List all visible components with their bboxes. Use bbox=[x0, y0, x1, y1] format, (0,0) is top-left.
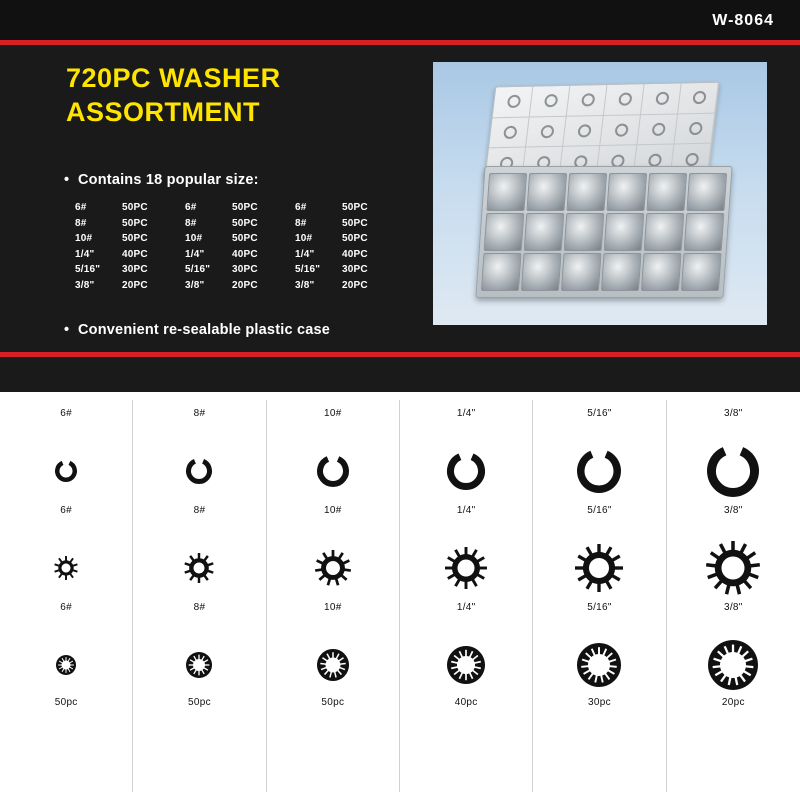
size-label: 8# bbox=[185, 217, 197, 229]
washer-cell bbox=[400, 400, 532, 497]
qty-label: 50PC bbox=[342, 233, 368, 244]
washer-cell bbox=[267, 400, 399, 497]
washer-cell bbox=[533, 400, 665, 497]
qty-label: 30PC bbox=[342, 264, 368, 275]
washer-size-label: 5/16" bbox=[587, 505, 612, 516]
size-label: 8# bbox=[75, 217, 87, 229]
size-label: 3/8" bbox=[295, 279, 315, 291]
washer-column-8 bbox=[133, 400, 266, 792]
size-column-1-qtys bbox=[122, 200, 174, 293]
washer-quantity-label: 50pc bbox=[54, 697, 78, 708]
washer-size-label: 5/16" bbox=[587, 602, 612, 613]
washer-size-label: 8# bbox=[193, 408, 206, 419]
washer-size-label: 3/8" bbox=[723, 602, 743, 613]
qty-label: 50PC bbox=[122, 233, 148, 244]
qty-label: 20PC bbox=[232, 279, 258, 291]
size-label: 8# bbox=[295, 217, 307, 229]
washer-cell bbox=[267, 594, 399, 691]
washer-column-6 bbox=[0, 400, 133, 792]
bullet-sizes-label: Contains 18 popular size: bbox=[78, 172, 259, 188]
washer-column-516 bbox=[533, 400, 666, 792]
size-column-1-sizes bbox=[75, 200, 122, 293]
qty-label: 50PC bbox=[342, 217, 368, 229]
washer-size-label: 10# bbox=[324, 505, 342, 516]
washer-size-label: 6# bbox=[60, 505, 73, 516]
qty-label: 50PC bbox=[122, 202, 148, 213]
washer-cell bbox=[133, 497, 265, 594]
washer-quantity-label: 50pc bbox=[321, 697, 345, 708]
washer-quantity-label: 30pc bbox=[588, 697, 611, 708]
washer-chart bbox=[0, 392, 800, 800]
size-column-3-qtys bbox=[342, 200, 394, 293]
washer-cell bbox=[0, 594, 132, 691]
qty-label: 50PC bbox=[122, 217, 148, 229]
sku-bar bbox=[0, 0, 800, 40]
washer-cell bbox=[133, 594, 265, 691]
size-column-2-qtys bbox=[232, 200, 284, 293]
washer-cell bbox=[267, 497, 399, 594]
washer-cell bbox=[667, 497, 800, 594]
washer-size-label: 5/16" bbox=[587, 408, 612, 419]
size-label: 5/16" bbox=[295, 264, 321, 275]
size-table bbox=[75, 200, 405, 293]
size-column-2 bbox=[185, 200, 295, 293]
washer-size-label: 10# bbox=[324, 602, 342, 613]
divider-red-top bbox=[0, 40, 800, 45]
washer-quantity-label: 40pc bbox=[454, 697, 478, 708]
washer-cell bbox=[400, 594, 532, 691]
size-label: 6# bbox=[185, 202, 197, 213]
internal-tooth-lock-washer-icon bbox=[163, 629, 235, 701]
product-header-panel bbox=[0, 0, 800, 392]
washer-cell bbox=[667, 594, 800, 691]
size-label: 10# bbox=[75, 233, 93, 244]
washer-column-14 bbox=[400, 400, 533, 792]
washer-size-label: 3/8" bbox=[723, 408, 743, 419]
size-label: 6# bbox=[75, 202, 87, 213]
washer-size-label: 6# bbox=[60, 602, 73, 613]
washer-size-label: 8# bbox=[193, 505, 206, 516]
base-compartments bbox=[481, 173, 727, 291]
washer-quantity-label: 20pc bbox=[721, 697, 745, 708]
lid-compartments bbox=[485, 83, 719, 180]
internal-tooth-lock-washer-icon bbox=[430, 629, 502, 701]
size-column-1 bbox=[75, 200, 185, 293]
qty-label: 50PC bbox=[232, 233, 258, 244]
bullet-plastic-case bbox=[64, 322, 330, 338]
qty-label: 40PC bbox=[232, 248, 258, 260]
washer-size-label: 10# bbox=[324, 408, 342, 419]
page-title: 720PC WASHER ASSORTMENT bbox=[66, 63, 281, 127]
size-column-2-sizes bbox=[185, 200, 232, 293]
bottom-black-strip bbox=[0, 357, 800, 392]
bullet-case-label: Convenient re-sealable plastic case bbox=[78, 322, 330, 338]
washer-chart-grid bbox=[0, 400, 800, 792]
washer-size-label: 1/4" bbox=[456, 408, 476, 419]
size-label: 6# bbox=[295, 202, 307, 213]
washer-cell bbox=[667, 400, 800, 497]
size-label: 10# bbox=[185, 233, 203, 244]
size-label: 5/16" bbox=[185, 264, 211, 275]
washer-column-10 bbox=[267, 400, 400, 792]
qty-label: 40PC bbox=[342, 248, 368, 260]
product-photo bbox=[433, 62, 767, 325]
qty-label: 30PC bbox=[232, 264, 258, 275]
washer-quantity-label: 50pc bbox=[188, 697, 211, 708]
qty-label: 30PC bbox=[122, 264, 148, 275]
internal-tooth-lock-washer-icon bbox=[297, 629, 369, 701]
qty-label: 40PC bbox=[122, 248, 148, 260]
washer-cell bbox=[0, 400, 132, 497]
washer-size-label: 8# bbox=[193, 602, 206, 613]
qty-label: 50PC bbox=[232, 217, 258, 229]
bullet-contains-sizes bbox=[64, 172, 259, 188]
qty-label: 50PC bbox=[232, 202, 258, 213]
size-label: 5/16" bbox=[75, 264, 101, 275]
washer-size-label: 1/4" bbox=[456, 505, 476, 516]
size-column-3-sizes bbox=[295, 200, 342, 293]
internal-tooth-lock-washer-icon bbox=[697, 629, 769, 701]
case-base bbox=[475, 166, 732, 298]
washer-cell bbox=[533, 594, 665, 691]
washer-size-label: 1/4" bbox=[456, 602, 476, 613]
qty-label: 50PC bbox=[342, 202, 368, 213]
size-label: 1/4" bbox=[75, 248, 95, 260]
size-column-3 bbox=[295, 200, 405, 293]
sku-code: W-8064 bbox=[712, 12, 774, 29]
washer-size-label: 3/8" bbox=[723, 505, 743, 516]
size-label: 3/8" bbox=[75, 279, 95, 291]
washer-cell bbox=[133, 400, 265, 497]
washer-cell bbox=[533, 497, 665, 594]
internal-tooth-lock-washer-icon bbox=[30, 629, 102, 701]
washer-cell bbox=[400, 497, 532, 594]
internal-tooth-lock-washer-icon bbox=[563, 629, 635, 701]
size-label: 1/4" bbox=[295, 248, 315, 260]
bullet-dot-icon: • bbox=[64, 172, 70, 188]
size-label: 1/4" bbox=[185, 248, 205, 260]
qty-label: 20PC bbox=[342, 279, 368, 291]
size-label: 10# bbox=[295, 233, 313, 244]
washer-cell bbox=[0, 497, 132, 594]
qty-label: 20PC bbox=[122, 279, 148, 291]
size-label: 3/8" bbox=[185, 279, 205, 291]
washer-column-38 bbox=[667, 400, 800, 792]
washer-size-label: 6# bbox=[60, 408, 73, 419]
bullet-dot-icon: • bbox=[64, 322, 70, 338]
